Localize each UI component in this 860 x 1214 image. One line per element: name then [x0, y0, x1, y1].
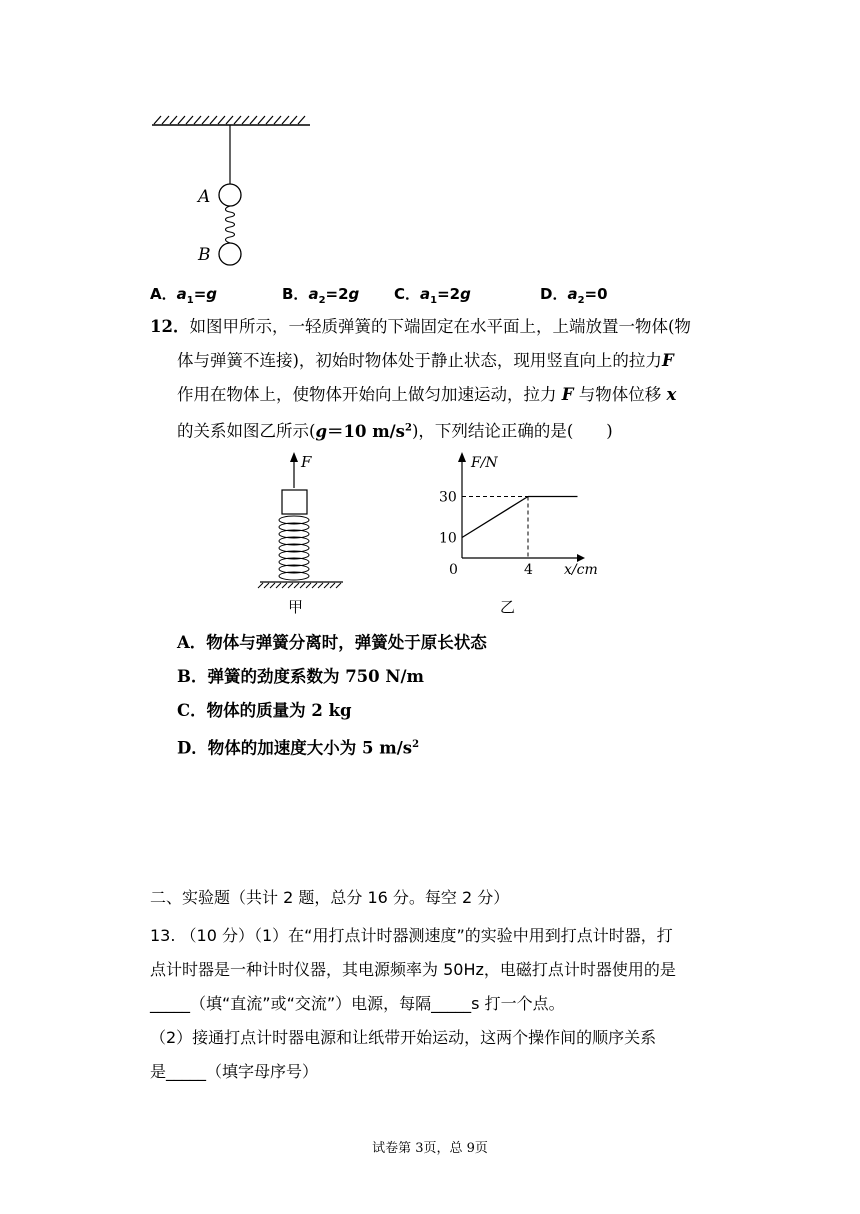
- force-arrow-head: [290, 452, 298, 462]
- caption-jia: 甲: [288, 598, 304, 616]
- series-segment-1: [462, 497, 528, 538]
- ground-hatch: [258, 583, 341, 588]
- spring-coils: [279, 516, 309, 580]
- block: [282, 490, 307, 514]
- q13-line-1: 13. （10 分）（1）在“用打点计时器测速度”的实验中用到打点计时器，打: [150, 926, 673, 945]
- q12-line-1: 12．如图甲所示，一轻质弹簧的下端固定在水平面上，上端放置一物体(物: [150, 317, 691, 336]
- page-footer: 试卷第 3页，总 9页: [372, 1141, 488, 1156]
- q12-option-c: C．物体的质量为 2 kg: [177, 701, 352, 720]
- q12-line-4: 的关系如图乙所示(g＝10 $m/s^2$)，下列结论正确的是( ): [177, 421, 613, 441]
- label-b: B: [198, 245, 211, 265]
- q11-option-c: C．$a_1=2g$: [394, 285, 471, 306]
- q12-option-a: A．物体与弹簧分离时，弹簧处于原长状态: [177, 633, 487, 652]
- x-axis-label: x/cm: [564, 562, 598, 578]
- caption-yi: 乙: [500, 598, 516, 616]
- ball-a: [219, 184, 241, 206]
- q13-line-4: （2）接通打点计时器电源和让纸带开始运动，这两个操作间的顺序关系: [150, 1028, 657, 1047]
- x-tick-4: 4: [524, 562, 533, 578]
- q11-spring-figure: [145, 112, 320, 272]
- y-axis-label: [470, 455, 498, 471]
- y-tick-10: 10: [439, 530, 457, 547]
- figure-jia: [255, 448, 355, 618]
- ceiling-hatch: [154, 116, 305, 124]
- section-2-heading: 二、实验题（共计 2 题，总分 16 分。每空 2 分）: [150, 888, 510, 907]
- q13-line-5: 是_____（填字母序号）: [150, 1062, 319, 1081]
- y-tick-30: 30: [439, 489, 457, 506]
- q13-line-3: _____（填“直流”或“交流”）电源，每隔_____s 打一个点。: [150, 994, 565, 1013]
- force-label: F: [301, 453, 312, 471]
- x-axis-arrow: [577, 554, 585, 562]
- q12-line-2: 体与弹簧不连接)，初始时物体处于静止状态，现用竖直向上的拉力F: [177, 351, 674, 370]
- y-axis-arrow: [458, 452, 466, 462]
- q12-option-b: B．弹簧的劲度系数为 750 N/m: [177, 667, 424, 686]
- q11-option-b: B．$a_2=2g$: [282, 285, 360, 306]
- figure-yi-chart: [430, 448, 605, 618]
- q11-option-a: A．$a_1=g$: [150, 285, 218, 306]
- label-a: A: [198, 187, 211, 207]
- q11-option-d: D．$a_2=0$: [540, 285, 608, 306]
- x-tick-0: 0: [449, 562, 458, 578]
- spring: [226, 206, 235, 243]
- y-axis-label-text: F/N: [471, 455, 498, 471]
- ball-b: [219, 243, 241, 265]
- q12-line-3: 作用在物体上，使物体开始向上做匀加速运动，拉力 F 与物体位移 x: [177, 385, 677, 404]
- q12-option-d: D．物体的加速度大小为 5 $m/s^2$: [177, 738, 420, 758]
- q13-line-2: 点计时器是一种计时仪器，其电源频率为 50Hz，电磁打点计时器使用的是: [150, 960, 676, 979]
